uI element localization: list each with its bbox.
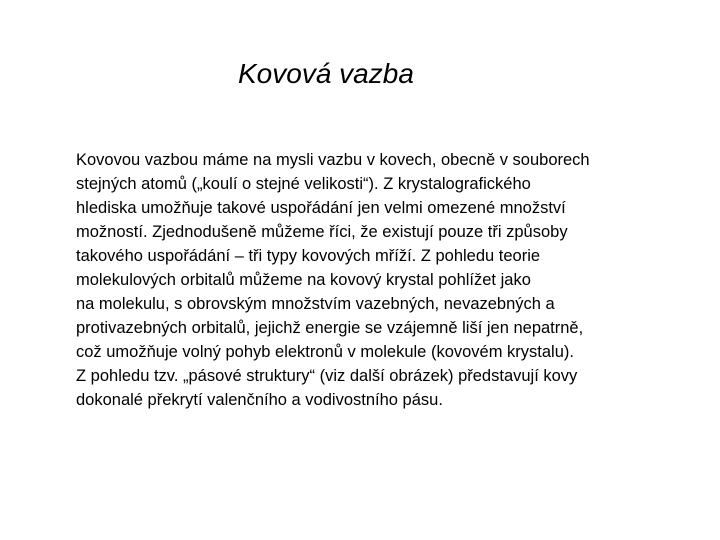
- paragraph-line: takového uspořádání – tři typy kovových mříží. Z pohledu teorie: [76, 247, 541, 265]
- paragraph-line: Kovovou vazbou máme na mysli vazbu v kovech, obecně v souborech: [76, 151, 590, 169]
- paragraph-line: možností. Zjednodušeně můžeme říci, že existují pouze tři způsoby: [76, 223, 568, 241]
- paragraph-line: dokonalé překrytí valenčního a vodivostního pásu.: [76, 391, 443, 409]
- paragraph-line: protivazebných orbitalů, jejichž energie se vzájemně liší jen nepatrně,: [76, 319, 584, 337]
- paragraph-line: na molekulu, s obrovským množstvím vazebných, nevazebných a: [76, 295, 555, 313]
- paragraph-line: hlediska umožňuje takové uspořádání jen velmi omezené množství: [76, 199, 566, 217]
- slide-title: Kovová vazba: [238, 58, 414, 89]
- paragraph-line: Z pohledu tzv. „pásové struktury“ (viz další obrázek) představují kovy: [76, 367, 578, 385]
- paragraph-line: molekulových orbitalů můžeme na kovový krystal pohlížet jako: [76, 271, 531, 289]
- paragraph-line: což umožňuje volný pohyb elektronů v molekule (kovovém krystalu).: [76, 343, 574, 361]
- body-paragraph: [76, 148, 676, 412]
- paragraph-line: stejných atomů („koulí o stejné velikosti“). Z krystalografického: [76, 175, 531, 193]
